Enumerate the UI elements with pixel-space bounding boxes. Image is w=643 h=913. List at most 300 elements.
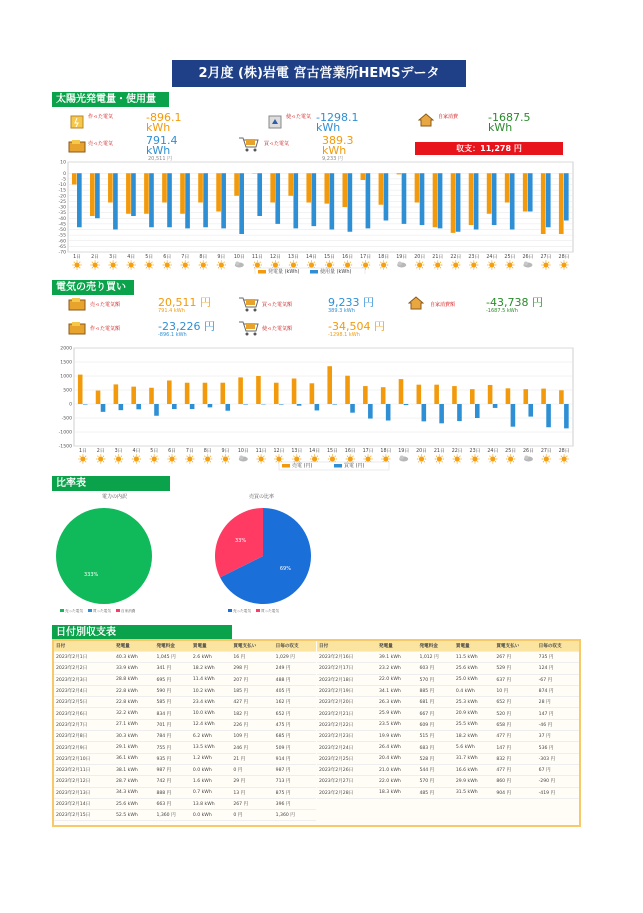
table-cell: 885 円 <box>417 685 453 696</box>
weather-sunny-icon <box>542 454 551 463</box>
y-tick-label: -55 <box>58 233 66 239</box>
pie1-title: 電力の内訳 <box>102 494 128 500</box>
bought-amount-sub: 389.3 kWh <box>328 308 355 314</box>
table-cell: 529 円 <box>494 663 536 674</box>
sold-yen: 20,511 円 <box>148 156 173 162</box>
x-tick-label: 11日 <box>251 255 263 260</box>
table-cell: 2023年2月5日 <box>54 697 114 708</box>
used-unit: kWh <box>316 121 341 134</box>
x-tick-label: 6日 <box>163 255 172 260</box>
used-amount-sub: -1298.1 kWh <box>328 332 360 338</box>
table-cell: 25.5 kWh <box>454 719 494 730</box>
made-amount-label: 作った電気額 <box>90 326 121 332</box>
table-cell: 22.8 kWh <box>114 685 154 696</box>
x-tick-label: 4日 <box>132 449 141 454</box>
table-cell: 5.6 kWh <box>454 742 494 753</box>
table-cell: 22.8 kWh <box>114 697 154 708</box>
table-cell: 713 円 <box>274 776 316 787</box>
table-cell: 2023年2月9日 <box>54 742 114 753</box>
bar-b-5 <box>154 404 159 416</box>
legend-swatch <box>60 609 64 612</box>
table-cell: 298 円 <box>231 663 273 674</box>
column-header: 買電支払い <box>231 641 273 652</box>
bar-a-3 <box>108 173 113 202</box>
bought-yen: 9,233 円 <box>322 156 343 162</box>
table-cell: 2023年2月23日 <box>317 731 377 742</box>
x-tick-label: 2日 <box>91 255 99 260</box>
bar-a-2 <box>96 391 101 404</box>
table-cell: 2023年2月2日 <box>54 663 114 674</box>
weather-cloudy-icon <box>397 262 406 268</box>
weather-sunny-icon <box>167 454 176 463</box>
legend-swatch <box>258 270 266 274</box>
table-cell: 10 円 <box>494 685 536 696</box>
x-tick-label: 19日 <box>398 449 410 454</box>
bar-a-11 <box>256 376 261 404</box>
table-cell: 36.1 kWh <box>114 753 154 764</box>
table-cell: 182 円 <box>231 708 273 719</box>
legend-label: 発電量 (kWh) <box>268 269 300 274</box>
bar-a-1 <box>72 173 77 184</box>
bar-a-28 <box>559 173 564 234</box>
bar-a-27 <box>541 389 546 404</box>
table-cell: 784 円 <box>154 731 190 742</box>
bar-b-24 <box>492 173 497 225</box>
weather-sunny-icon <box>433 260 442 269</box>
table-row <box>317 742 579 753</box>
table-cell: 695 円 <box>154 674 190 685</box>
y-tick-label: 10 <box>60 160 66 166</box>
table-cell: 987 円 <box>154 764 190 775</box>
y-tick-label: -35 <box>58 211 66 217</box>
table-cell: 30.3 kWh <box>114 731 154 742</box>
weather-sunny-icon <box>379 260 388 269</box>
weather-sunny-icon <box>453 454 462 463</box>
bar-a-19 <box>397 173 402 174</box>
x-tick-label: 10日 <box>237 449 249 454</box>
table-cell: 28 円 <box>537 697 579 708</box>
table-row <box>54 708 316 719</box>
table-cell: 0.0 kWh <box>191 810 231 821</box>
table-cell: 637 円 <box>494 674 536 685</box>
table-cell: 147 円 <box>494 742 536 753</box>
bar-a-7 <box>185 383 190 404</box>
table-cell: 2023年2月20日 <box>317 697 377 708</box>
x-tick-label: 27日 <box>540 449 552 454</box>
table-cell: 40.3 kWh <box>114 652 154 663</box>
table-cell: 536 円 <box>537 742 579 753</box>
pie-charts <box>52 490 352 614</box>
table-cell: 935 円 <box>154 753 190 764</box>
table-cell: 11.5 kWh <box>454 652 494 663</box>
table-cell: 2023年2月21日 <box>317 708 377 719</box>
table-cell: 2023年2月7日 <box>54 719 114 730</box>
bar-b-18 <box>384 173 389 220</box>
weather-sunny-icon <box>181 260 190 269</box>
pie-slice-label: 33% <box>234 538 247 545</box>
table-cell: 34.1 kWh <box>377 685 417 696</box>
table-cell: 485 円 <box>417 787 453 798</box>
table-cell: 2023年2月16日 <box>317 652 377 663</box>
table-row <box>317 776 579 787</box>
house-icon <box>418 112 434 132</box>
bar-a-21 <box>433 173 438 227</box>
cart-icon-3 <box>238 320 260 340</box>
bar-a-13 <box>292 379 297 404</box>
table-cell: 0 円 <box>231 764 273 775</box>
x-tick-label: 9日 <box>221 449 230 454</box>
table-row <box>317 708 579 719</box>
bar-a-20 <box>415 173 420 202</box>
x-tick-label: 13日 <box>287 255 299 260</box>
table-cell: 477 円 <box>494 764 536 775</box>
table-cell: 1,360 円 <box>274 810 316 821</box>
legend-label: 自家消費 <box>121 609 136 613</box>
daily-table-right <box>317 641 579 799</box>
weather-sunny-icon <box>203 454 212 463</box>
bar-a-17 <box>361 173 366 180</box>
legend-swatch <box>256 609 260 612</box>
table-header-row <box>54 641 316 652</box>
bar-a-5 <box>149 388 154 404</box>
meter-icon <box>268 114 282 133</box>
table-cell: 267 円 <box>494 652 536 663</box>
x-tick-label: 17日 <box>362 449 374 454</box>
bar-b-17 <box>366 173 371 228</box>
made-amount-value: -23,226 円 <box>158 320 215 333</box>
weather-sunny-icon <box>199 260 208 269</box>
bar-b-4 <box>136 404 141 409</box>
bar-b-6 <box>167 173 172 227</box>
table-cell: 488 円 <box>274 674 316 685</box>
table-cell: 267 円 <box>231 798 273 809</box>
column-header: 発電量 <box>377 641 417 652</box>
bar-b-11 <box>257 173 262 216</box>
weather-sunny-icon <box>217 260 226 269</box>
table-cell: 667 円 <box>417 708 453 719</box>
balance-badge: 収支：11,278 円 <box>415 142 563 155</box>
bar-a-19 <box>399 379 404 404</box>
table-cell: 2023年2月10日 <box>54 753 114 764</box>
weather-sunny-icon <box>451 260 460 269</box>
bar-b-14 <box>311 173 316 226</box>
solar-panel-icon <box>70 114 84 133</box>
bar-a-14 <box>310 383 315 404</box>
table-cell: 2023年2月14日 <box>54 798 114 809</box>
table-cell: 26.4 kWh <box>377 742 417 753</box>
table-cell: 1.6 kWh <box>191 776 231 787</box>
y-tick-label: -60 <box>58 239 66 245</box>
table-cell: 2023年2月19日 <box>317 685 377 696</box>
table-cell: 11.4 kWh <box>191 674 231 685</box>
weather-sunny-icon <box>96 454 105 463</box>
column-header: 日付 <box>54 641 114 652</box>
x-tick-label: 5日 <box>145 255 154 260</box>
x-tick-label: 22日 <box>451 449 463 454</box>
y-tick-label: 0 <box>69 402 72 408</box>
self-consumption-label: 自家消費 <box>438 114 459 120</box>
table-cell: 2023年2月6日 <box>54 708 114 719</box>
bar-b-23 <box>474 173 479 229</box>
table-cell: 341 円 <box>154 663 190 674</box>
bar-a-15 <box>324 173 329 203</box>
table-cell: 109 円 <box>231 731 273 742</box>
legend-label: 売った電気 <box>233 609 251 613</box>
table-cell: 2023年2月11日 <box>54 764 114 775</box>
bar-b-19 <box>404 404 409 405</box>
column-header: 日付 <box>317 641 377 652</box>
table-row <box>54 652 316 663</box>
bar-b-10 <box>239 173 244 234</box>
x-tick-label: 1日 <box>78 449 87 454</box>
table-cell: 2023年2月15日 <box>54 810 114 821</box>
self-amount-label: 自家消費額 <box>430 302 456 308</box>
bar-b-27 <box>546 404 551 427</box>
table-cell: 32.2 kWh <box>114 708 154 719</box>
legend-swatch <box>334 464 342 468</box>
sell-box-icon-2 <box>68 296 86 315</box>
x-tick-label: 2日 <box>96 449 105 454</box>
y-tick-label: -40 <box>58 216 66 222</box>
x-tick-label: 1日 <box>73 255 81 260</box>
x-tick-label: 7日 <box>181 255 190 260</box>
bar-a-25 <box>506 388 511 404</box>
bar-b-13 <box>293 173 298 228</box>
table-cell: 603 円 <box>417 663 453 674</box>
bar-b-20 <box>420 173 425 225</box>
x-tick-label: 18日 <box>380 449 392 454</box>
weather-sunny-icon <box>435 454 444 463</box>
weather-sunny-icon <box>559 260 568 269</box>
table-cell: 585 円 <box>154 697 190 708</box>
table-cell: 544 円 <box>417 764 453 775</box>
weather-sunny-icon <box>559 454 568 463</box>
y-tick-label: -25 <box>58 199 66 205</box>
x-tick-label: 3日 <box>109 255 118 260</box>
legend-swatch <box>116 609 120 612</box>
table-cell: 405 円 <box>274 685 316 696</box>
table-cell: 528 円 <box>417 753 453 764</box>
x-tick-label: 6日 <box>168 449 176 454</box>
table-cell: 21 円 <box>231 753 273 764</box>
y-tick-label: 1500 <box>60 360 72 366</box>
x-tick-label: 15日 <box>326 449 338 454</box>
table-cell: 2023年2月4日 <box>54 685 114 696</box>
pie2-title: 売買の比率 <box>249 494 275 500</box>
table-cell: 37 円 <box>537 731 579 742</box>
table-cell: 888 円 <box>154 787 190 798</box>
legend-label: 買った電気 <box>93 609 111 613</box>
table-cell: 2023年2月8日 <box>54 731 114 742</box>
table-cell: 29 円 <box>231 776 273 787</box>
bar-a-8 <box>203 383 208 404</box>
y-tick-label: -5 <box>61 177 66 183</box>
bar-a-26 <box>523 173 528 211</box>
legend-label: 買電 (円) <box>344 463 365 469</box>
x-tick-label: 3日 <box>114 449 123 454</box>
table-cell: 18.3 kWh <box>377 787 417 798</box>
weather-sunny-icon <box>108 260 117 269</box>
x-tick-label: 26日 <box>522 255 534 260</box>
table-row <box>54 719 316 730</box>
weather-sunny-icon <box>417 454 426 463</box>
x-tick-label: 24日 <box>486 255 498 260</box>
table-cell: 681 円 <box>417 697 453 708</box>
bar-b-19 <box>402 173 407 224</box>
bar-a-12 <box>274 383 279 404</box>
table-cell: 0.0 kWh <box>191 764 231 775</box>
weather-sunny-icon <box>90 260 99 269</box>
table-row <box>54 798 316 809</box>
table-row <box>317 685 579 696</box>
table-cell: 13.8 kWh <box>191 798 231 809</box>
table-cell: -290 円 <box>537 776 579 787</box>
weather-cloudy-icon <box>524 456 533 462</box>
cart-icon <box>238 136 260 156</box>
column-header: 発電料金 <box>417 641 453 652</box>
bar-b-2 <box>95 173 100 218</box>
x-tick-label: 23日 <box>468 255 480 260</box>
daily-table-left <box>54 641 316 821</box>
table-cell: 16 円 <box>231 652 273 663</box>
x-tick-label: 11日 <box>255 449 267 454</box>
table-row <box>54 674 316 685</box>
table-row <box>54 742 316 753</box>
bar-b-14 <box>315 404 320 410</box>
table-cell: 1,360 円 <box>154 810 190 821</box>
x-tick-label: 19日 <box>396 255 408 260</box>
bar-a-17 <box>363 386 368 404</box>
cart-icon-2 <box>238 296 260 316</box>
table-cell: 1,045 円 <box>154 652 190 663</box>
bar-b-10 <box>243 404 248 405</box>
sold-unit: kWh <box>146 144 171 157</box>
bar-b-1 <box>77 173 82 227</box>
legend-label: 売電 (円) <box>292 463 313 469</box>
x-tick-label: 25日 <box>505 449 517 454</box>
chart2-plot-area <box>74 348 573 446</box>
bar-a-4 <box>131 387 136 404</box>
table-cell: 31.7 kWh <box>454 753 494 764</box>
x-tick-label: 10日 <box>233 255 245 260</box>
bar-b-22 <box>457 404 462 421</box>
sold-amount-value: 20,511 円 <box>158 296 211 309</box>
bar-a-20 <box>417 385 422 404</box>
table-cell: 12.4 kWh <box>191 719 231 730</box>
table-cell: 38.1 kWh <box>114 764 154 775</box>
pie-slice <box>56 508 152 604</box>
table-cell: 475 円 <box>274 719 316 730</box>
bar-a-28 <box>559 390 564 404</box>
bar-a-13 <box>288 173 293 196</box>
bar-b-17 <box>368 404 373 419</box>
table-cell: 162 円 <box>274 697 316 708</box>
table-cell: 515 円 <box>417 731 453 742</box>
table-cell: 19.9 kWh <box>377 731 417 742</box>
table-row <box>317 674 579 685</box>
table-row <box>54 697 316 708</box>
table-cell: 33.9 kWh <box>114 663 154 674</box>
table-cell: 427 円 <box>231 697 273 708</box>
table-cell: 509 円 <box>274 742 316 753</box>
x-tick-label: 12日 <box>273 449 285 454</box>
x-tick-label: 4日 <box>127 255 136 260</box>
table-row <box>54 776 316 787</box>
table-cell: 0.7 kWh <box>191 787 231 798</box>
weather-cloudy-icon <box>523 262 532 268</box>
table-cell: 2023年2月13日 <box>54 787 114 798</box>
bar-b-27 <box>546 173 551 227</box>
section-daily-header: 日付別収支表 <box>52 625 232 640</box>
table-cell: 2023年2月26日 <box>317 764 377 775</box>
bar-b-5 <box>149 173 154 227</box>
table-cell: 31.5 kWh <box>454 787 494 798</box>
column-header: 日毎の収支 <box>274 641 316 652</box>
table-cell: 570 円 <box>417 674 453 685</box>
weather-sunny-icon <box>221 454 230 463</box>
bar-a-18 <box>381 387 386 404</box>
y-tick-label: -10 <box>58 183 66 188</box>
table-cell: 701 円 <box>154 719 190 730</box>
bar-a-27 <box>541 173 546 234</box>
weather-sunny-icon <box>541 260 550 269</box>
legend-swatch <box>282 464 290 468</box>
table-cell: 13 円 <box>231 787 273 798</box>
bar-a-23 <box>469 173 474 225</box>
table-row <box>317 697 579 708</box>
table-cell: 249 円 <box>274 663 316 674</box>
table-cell: 23.5 kWh <box>377 719 417 730</box>
table-row <box>317 787 579 798</box>
sold-amount-sub: 791.4 kWh <box>158 308 185 314</box>
x-tick-label: 5日 <box>150 449 159 454</box>
bar-a-2 <box>90 173 95 216</box>
x-tick-label: 28日 <box>558 255 570 260</box>
table-row <box>54 810 316 821</box>
bar-a-4 <box>126 173 131 214</box>
table-cell: 226 円 <box>231 719 273 730</box>
x-tick-label: 12日 <box>269 255 281 260</box>
table-cell: 246 円 <box>231 742 273 753</box>
table-cell: 23.4 kWh <box>191 697 231 708</box>
table-cell: 21.0 kWh <box>377 764 417 775</box>
x-tick-label: 20日 <box>416 449 427 454</box>
bar-b-13 <box>297 404 302 406</box>
table-row <box>54 787 316 798</box>
table-cell: 2.6 kWh <box>191 652 231 663</box>
bar-a-25 <box>505 173 510 202</box>
used-value: -1298.1 <box>316 111 359 124</box>
table-cell: 20.4 kWh <box>377 753 417 764</box>
table-cell: 10.0 kWh <box>191 708 231 719</box>
table-cell: 590 円 <box>154 685 190 696</box>
table-cell: 25.6 kWh <box>114 798 154 809</box>
made-label: 作った電気 <box>88 114 114 120</box>
column-header: 発電量 <box>114 641 154 652</box>
bar-b-21 <box>438 173 443 228</box>
table-cell: 207 円 <box>231 674 273 685</box>
weather-sunny-icon <box>487 260 496 269</box>
table-cell: 20.9 kWh <box>454 708 494 719</box>
table-cell: 34.3 kWh <box>114 787 154 798</box>
column-header: 買電量 <box>191 641 231 652</box>
table-cell: 2023年2月3日 <box>54 674 114 685</box>
x-tick-label: 14日 <box>306 255 317 260</box>
table-row <box>54 731 316 742</box>
table-row <box>317 719 579 730</box>
table-cell: 396 円 <box>274 798 316 809</box>
x-tick-label: 7日 <box>185 449 194 454</box>
